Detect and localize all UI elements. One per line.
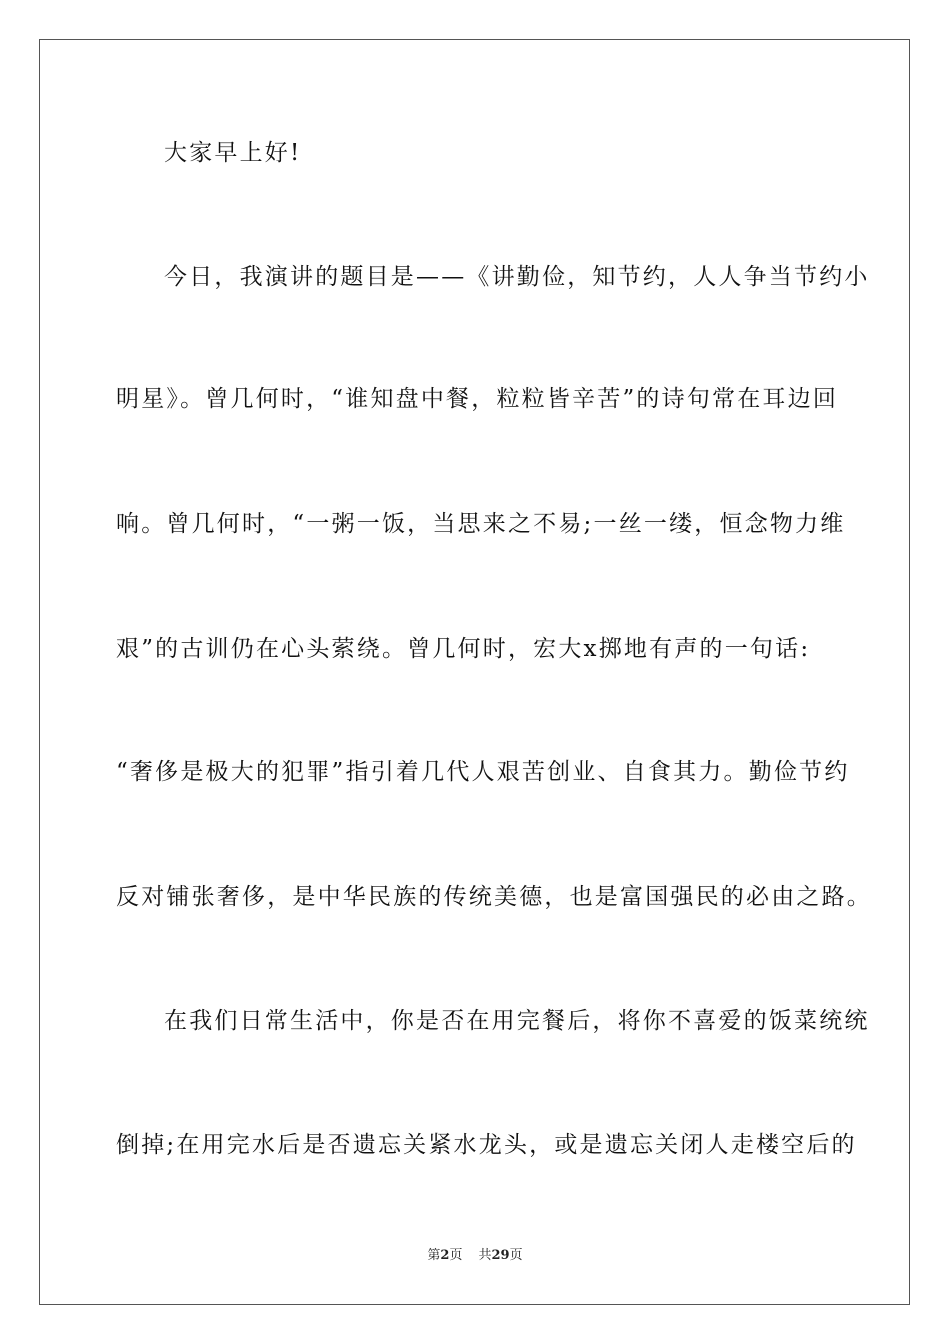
paragraph-line: 今日，我演讲的题目是——《讲勤俭，知节约，人人争当节约小: [164, 264, 870, 290]
greeting-line: 大家早上好!: [164, 140, 302, 166]
total-prefix: 共: [478, 1248, 492, 1263]
page-number: 2: [440, 1248, 450, 1263]
paragraph-line: 倒掉;在用完水后是否遗忘关紧水龙头，或是遗忘关闭人走楼空后的: [116, 1132, 857, 1158]
paragraph-line: 艰”的古训仍在心头萦绕。曾几何时，宏大x掷地有声的一句话:: [116, 636, 811, 662]
page-prefix: 第: [427, 1248, 441, 1263]
paragraph-line: 反对铺张奢侈，是中华民族的传统美德，也是富国强民的必由之路。: [116, 884, 872, 910]
paragraph-line: 响。曾几何时，“一粥一饭，当思来之不易;一丝一缕，恒念物力维: [116, 511, 846, 537]
total-pages: 29: [491, 1248, 510, 1263]
page-border: [39, 39, 910, 1305]
page-suffix: 页: [449, 1248, 463, 1263]
page-footer: [0, 1247, 950, 1265]
paragraph-line: “奢侈是极大的犯罪”指引着几代人艰苦创业、自食其力。勤俭节约: [116, 759, 850, 785]
paragraph-line: 明星》。曾几何时，“谁知盘中餐，粒粒皆辛苦”的诗句常在耳边回: [116, 386, 839, 412]
total-suffix: 页: [509, 1248, 523, 1263]
paragraph-line: 在我们日常生活中，你是否在用完餐后，将你不喜爱的饭菜统统: [164, 1008, 870, 1034]
